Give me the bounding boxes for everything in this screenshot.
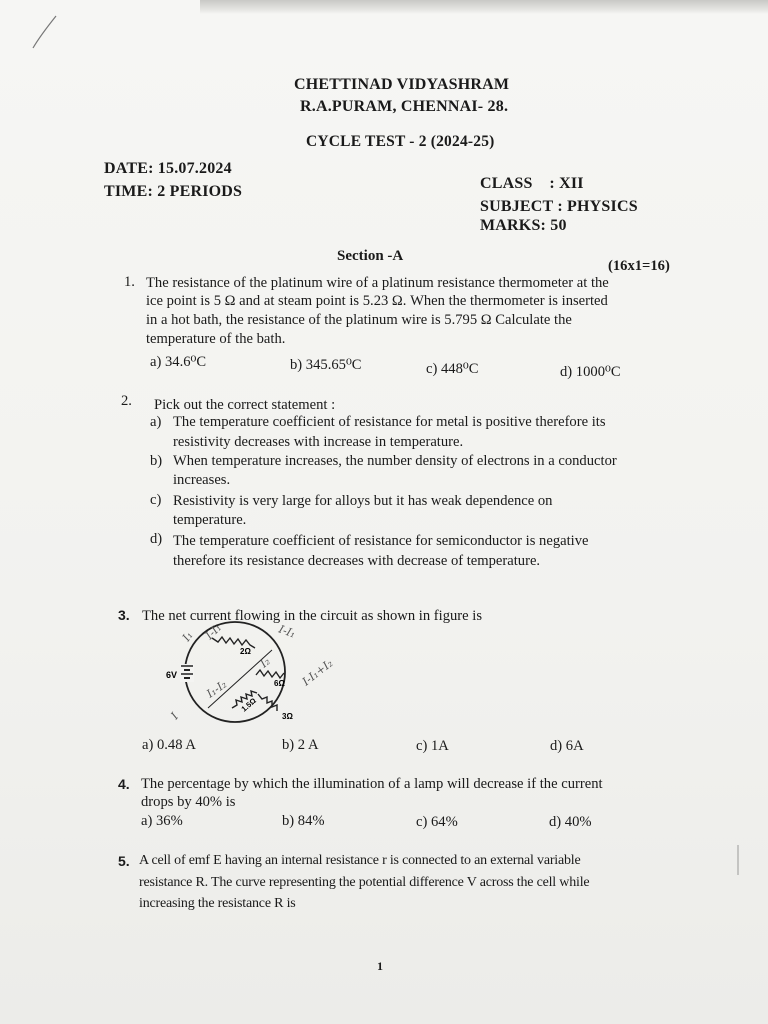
choice-line: temperature.	[173, 512, 247, 528]
exam-date: DATE: 15.07.2024	[104, 160, 232, 177]
choice-line: therefore its resistance decreases with decrease of temperature.	[173, 553, 541, 569]
option-b: b) 84%	[282, 813, 325, 829]
handwritten-label: I₁-I₂	[204, 677, 230, 701]
question-number: 3.	[118, 607, 130, 623]
handwritten-label: I-I₁+I₂	[299, 656, 336, 689]
circuit-figure	[160, 620, 390, 730]
question-line: A cell of emf E having an internal resistance r is connected to an external variable	[139, 853, 581, 868]
exam-marks: MARKS: 50	[480, 217, 567, 234]
option-a: a) 34.6⁰C	[150, 354, 207, 370]
option-d: d) 40%	[549, 814, 592, 830]
choice-line: The temperature coefficient of resistance for metal is positive therefore its	[173, 414, 606, 430]
battery-icon	[180, 664, 194, 682]
option-d: d) 6A	[550, 738, 584, 754]
choice-line: The temperature coefficient of resistance for semiconductor is negative	[173, 533, 589, 549]
test-title: CYCLE TEST - 2 (2024-25)	[306, 133, 495, 150]
scan-edge-shadow	[200, 0, 768, 14]
resistor-label: 3Ω	[282, 712, 293, 721]
handwritten-label: I	[168, 710, 182, 722]
option-b: b) 345.65⁰C	[290, 357, 362, 373]
question-number: 1.	[124, 274, 135, 290]
choice-line: increases.	[173, 472, 231, 488]
question-line: drops by 40% is	[141, 794, 236, 810]
option-c: c) 448⁰C	[426, 361, 479, 377]
handwritten-label: I₂	[257, 654, 273, 671]
question-number: 2.	[121, 393, 132, 409]
resistor-label: 1.5Ω	[239, 696, 258, 714]
section-marks: (16x1=16)	[608, 258, 670, 274]
question-stem: Pick out the correct statement :	[154, 397, 336, 413]
choice-label: d)	[150, 531, 163, 547]
question-line: resistance R. The curve representing the potential difference V across the cell while	[139, 875, 590, 890]
question-line: increasing the resistance R is	[139, 896, 296, 911]
battery-label: 6V	[166, 670, 178, 680]
school-address: R.A.PURAM, CHENNAI- 28.	[300, 98, 509, 115]
option-a: a) 36%	[141, 813, 183, 829]
question-line: in a hot bath, the resistance of the platinum wire is 5.795 Ω Calculate the	[146, 312, 572, 328]
option-d: d) 1000⁰C	[560, 364, 621, 380]
handwritten-label: I-I₁	[202, 621, 225, 643]
question-line: The percentage by which the illumination of a lamp will decrease if the current	[141, 776, 603, 792]
choice-line: Resistivity is very large for alloys but it has weak dependence on	[173, 493, 553, 509]
choice-label: a)	[150, 414, 162, 430]
choice-line: When temperature increases, the number density of electrons in a conductor	[173, 453, 617, 469]
choice-label: c)	[150, 492, 162, 508]
exam-subject: SUBJECT : PHYSICS	[480, 198, 638, 215]
option-c: c) 1A	[416, 738, 449, 754]
exam-class: CLASS : XII	[480, 175, 584, 192]
question-number: 4.	[118, 776, 130, 792]
school-name: CHETTINAD VIDYASHRAM	[294, 76, 510, 93]
option-a: a) 0.48 A	[142, 737, 196, 753]
question-line: ice point is 5 Ω and at steam point is 5.23 Ω. When the thermometer is inserted	[146, 293, 608, 309]
resistor-label: 2Ω	[240, 647, 251, 656]
choice-label: b)	[150, 453, 163, 469]
question-stem: The net current flowing in the circuit as shown in figure is	[142, 608, 483, 624]
resistor-label: 6Ω	[274, 679, 285, 688]
exam-time: TIME: 2 PERIODS	[104, 183, 243, 200]
handwritten-label: I-I₁	[276, 622, 298, 641]
option-c: c) 64%	[416, 814, 458, 830]
resistor-6ohm	[256, 670, 284, 678]
pencil-tick-mark	[30, 14, 60, 50]
choice-line: resistivity decreases with increase in temperature.	[173, 434, 464, 450]
page-number: 1	[377, 959, 383, 973]
section-title: Section -A	[337, 248, 404, 264]
option-b: b) 2 A	[282, 737, 319, 753]
scan-mark	[737, 845, 739, 875]
question-line: temperature of the bath.	[146, 331, 286, 347]
question-line: The resistance of the platinum wire of a platinum resistance thermometer at the	[146, 275, 609, 291]
question-number: 5.	[118, 853, 130, 869]
handwritten-label: I₁	[179, 629, 196, 644]
